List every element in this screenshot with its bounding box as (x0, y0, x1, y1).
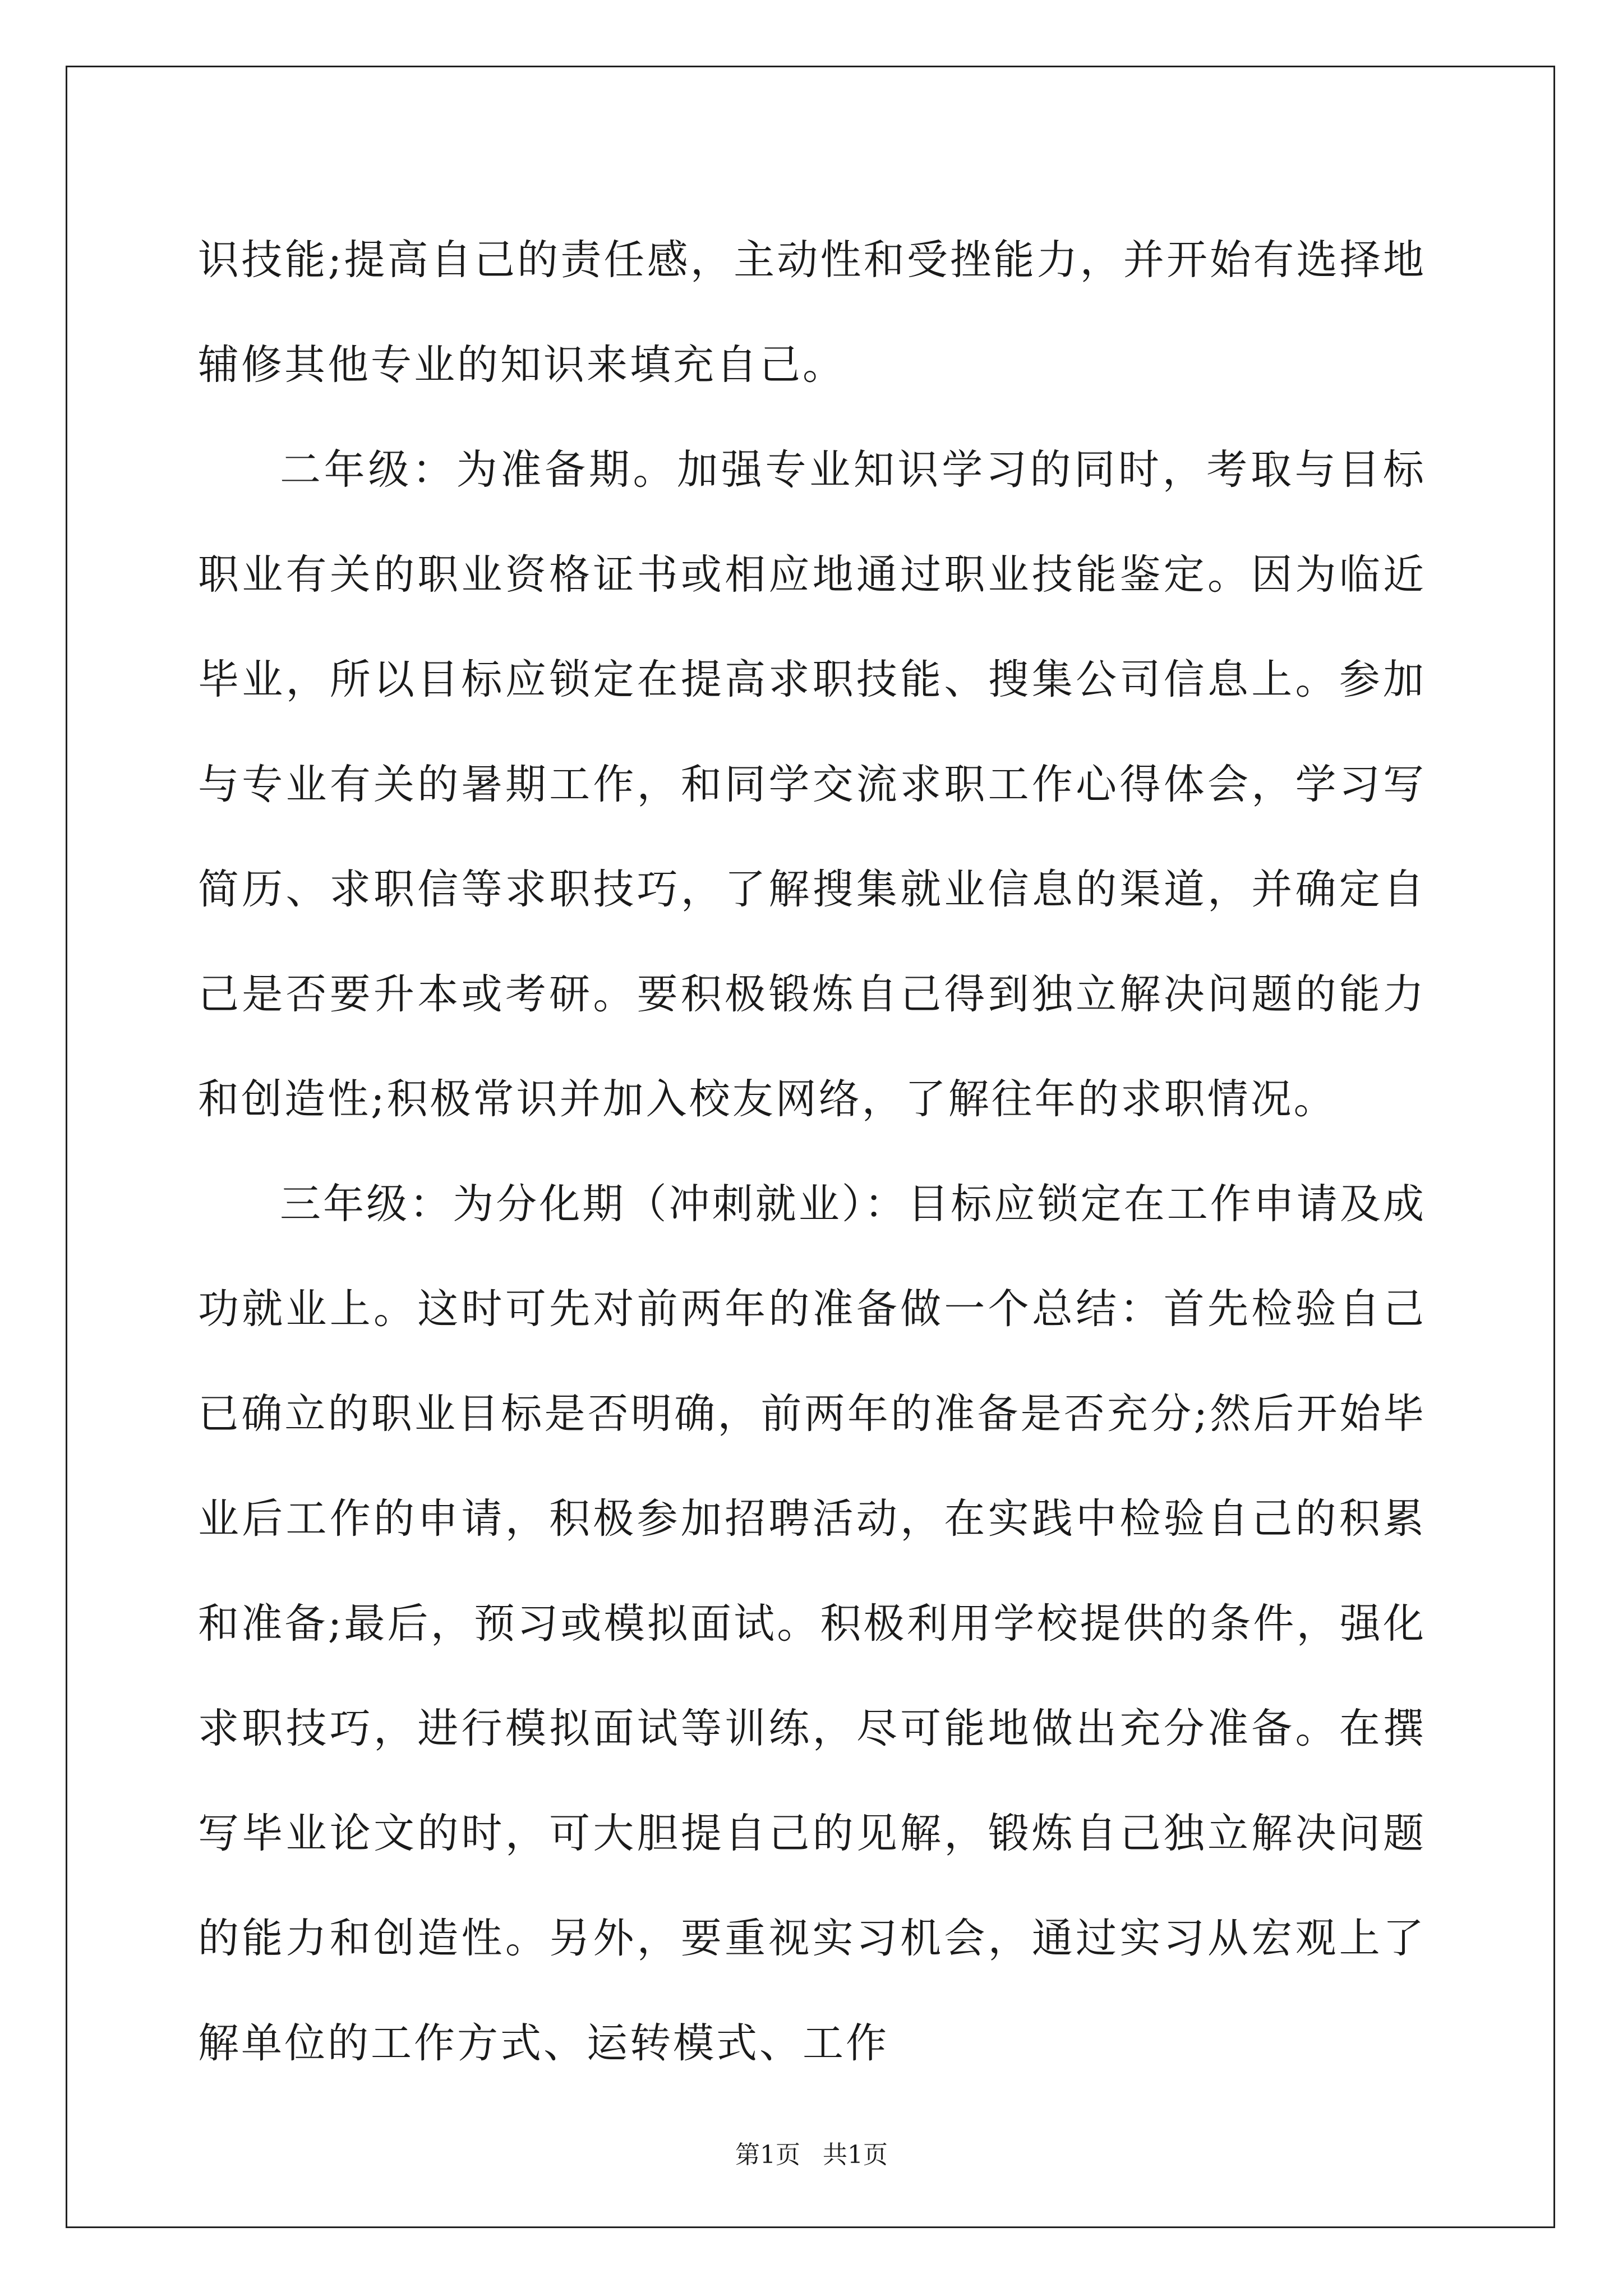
paragraph-year-three: 三年级：为分化期（冲刺就业）：目标应锁定在工作申请及成功就业上。这时可先对前两年的准备做一个总结：首先检验自己已确立的职业目标是否明确，前两年的准备是否充分;然后开始毕业后工作的申请，积极参加招聘活动，在实践中检验自己的积累和准备;最后，预习或模拟面试。积极利用学校提供的条件，强化求职技巧，进行模拟面试等训练，尽可能地做出充分准备。在撰写毕业论文的时，可大胆提自己的见解，锻炼自己独立解决问题的能力和创造性。另外，要重视实习机会，通过实习从宏观上了解单位的工作方式、运转模式、工作 (198, 1180, 1426, 2067)
page-number: 第1页 (735, 2141, 800, 2169)
paragraph-continuation: 识技能;提高自己的责任感，主动性和受挫能力，并开始有选择地辅修其他专业的知识来填充自己。 (198, 236, 1426, 389)
page-footer (0, 2134, 1623, 2170)
page-total: 共1页 (823, 2141, 888, 2169)
document-body (198, 208, 1426, 2096)
paragraph-year-two: 二年级：为准备期。加强专业知识学习的同时，考取与目标职业有关的职业资格证书或相应地通过职业技能鉴定。因为临近毕业，所以目标应锁定在提高求职技能、搜集公司信息上。参加与专业有关的暑期工作，和同学交流求职工作心得体会，学习写简历、求职信等求职技巧，了解搜集就业信息的渠道，并确定自己是否要升本或考研。要积极锻炼自己得到独立解决问题的能力和创造性;积极常识并加入校友网络，了解往年的求职情况。 (198, 446, 1426, 1123)
